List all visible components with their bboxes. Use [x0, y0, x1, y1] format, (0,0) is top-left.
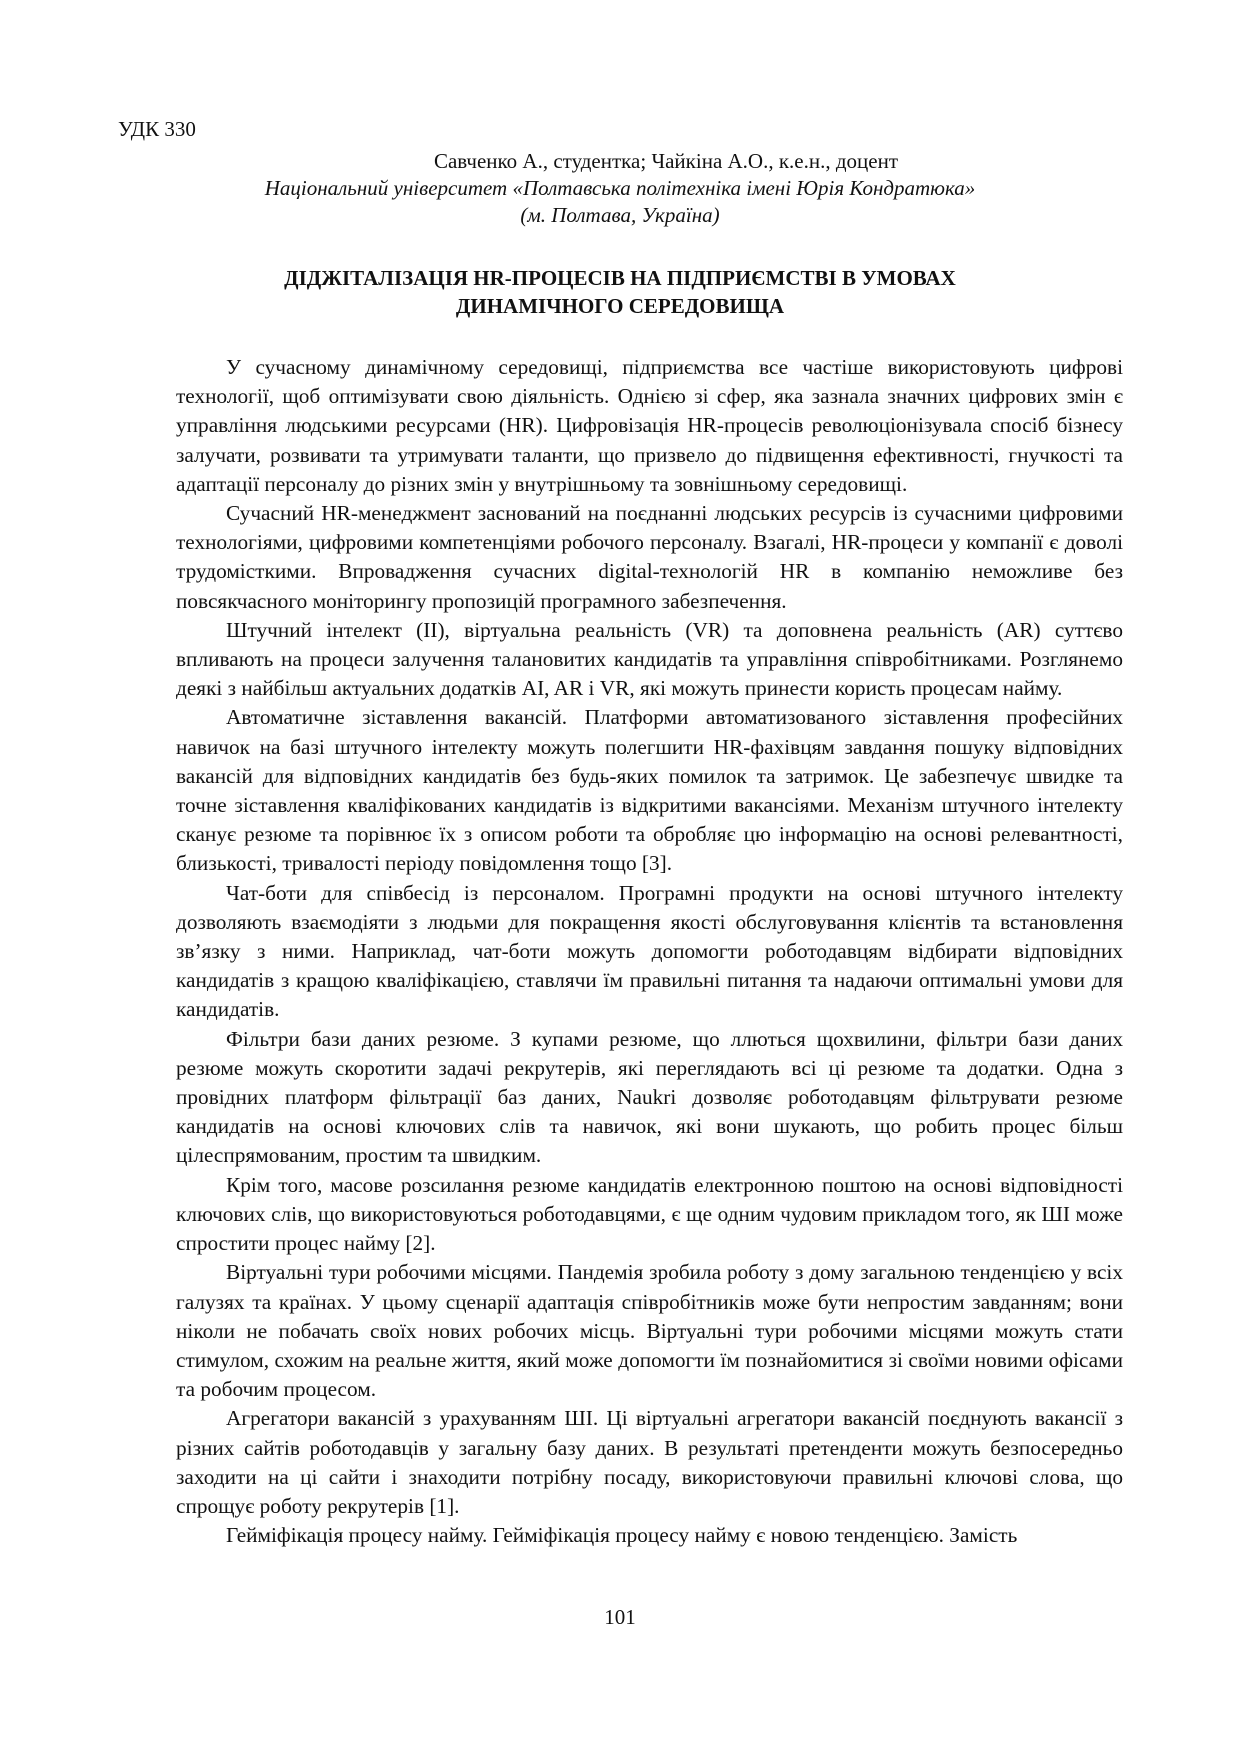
- title-line-1: ДІДЖІТАЛІЗАЦІЯ HR-ПРОЦЕСІВ НА ПІДПРИЄМСТВІ В УМОВАХ: [284, 266, 956, 290]
- paragraph: Фільтри бази даних резюме. З купами резюме, що ллються щохвилини, фільтри бази даних резюме можуть скоротити задачі рекрутерів, які переглядають всі ці резюме та додатки. Одна з провідних платформ фільтрації баз даних, Naukri дозволяє роботодавцям фільтрувати резюме кандидатів на основі ключових слів та навичок, які вони шукають, що робить процес більш цілеспрямованим, простим та швидким.: [176, 1026, 1123, 1168]
- affiliation-line: Національний університет «Полтавська політехніка імені Юрія Кондратюка»: [264, 176, 976, 200]
- paragraph: У сучасному динамічному середовищі, підприємства все частіше використовують цифрові технології, щоб оптимізувати свою діяльність. Однією зі сфер, яка зазнала значних цифрових змін є управління людськими ресурсами (HR). Цифровізація HR-процесів революціонізувала спосіб бізнесу залучати, розвивати та утримувати таланти, що призвело до підвищення ефективності, гнучкості та адаптації персоналу до різних змін у внутрішньому та зовнішньому середовищі.: [176, 355, 1123, 496]
- authors-line: Савченко А., студентка; Чайкіна А.О., к.е.н., доцент: [433, 149, 899, 173]
- paragraph: Гейміфікація процесу найму. Гейміфікація процесу найму є новою тенденцією. Замість: [226, 1523, 1018, 1548]
- paragraph: Чат-боти для співбесід із персоналом. Програмні продукти на основі штучного інтелекту дозволяють взаємодіяти з людьми для покращення якості обслуговування клієнтів та встановлення зв’язку з ними. Наприклад, чат-боти можуть допомогти роботодавцям відбирати відповідних кандидатів з кращою кваліфікацією, ставлячи їм правильні питання та надаючи оптимальні умови для кандидатів.: [176, 880, 1123, 1022]
- paragraph: Віртуальні тури робочими місцями. Пандемія зробила роботу з дому загальною тенденцією у всіх галузях та країнах. У цьому сценарії адаптація співробітників може бути непростим завданням; вони ніколи не побачать своїх нових робочих місць. Віртуальні тури робочими місцями можуть стати стимулом, схожим на реальне життя, який може допомогти їм познайомитися зі своїми новими офісами та робочим процесом.: [176, 1260, 1123, 1402]
- paragraph: Штучний інтелект (ІІ), віртуальна реальність (VR) та доповнена реальність (AR) суттєво впливають на процеси залучення талановитих кандидатів та управління співробітниками. Розглянемо деякі з найбільш актуальних додатків AI, AR і VR, які можуть принести користь процесам найму.: [176, 617, 1123, 701]
- paragraph: Агрегатори вакансій з урахуванням ШІ. Ці віртуальні агрегатори вакансій поєднують вакансії з різних сайтів роботодавців у загальну базу даних. В результаті претенденти можуть безпосередньо заходити на ці сайти і знаходити потрібну посаду, використовуючи правильні ключові слова, що спрощує роботу рекрутерів [1].: [176, 1406, 1123, 1518]
- title-line-2: ДИНАМІЧНОГО СЕРЕДОВИЩА: [455, 294, 785, 318]
- page-number: 101: [604, 1605, 636, 1629]
- paragraph: Автоматичне зіставлення вакансій. Платформи автоматизованого зіставлення професійних навичок на базі штучного інтелекту можуть полегшити HR-фахівцям завдання пошуку відповідних вакансій для відповідних кандидатів без будь-яких помилок та затримок. Це забезпечує швидке та точне зіставлення кваліфікованих кандидатів із відкритими вакансіями. Механізм штучного інтелекту сканує резюме та порівнює їх з описом роботи та обробляє цю інформацію на основі релевантності, близькості, тривалості періоду повідомлення тощо [3].: [176, 705, 1123, 876]
- location-line: (м. Полтава, Україна): [520, 203, 720, 227]
- author-block: [0, 148, 1240, 229]
- udk-code: УДК 330: [118, 117, 196, 141]
- paper-title: [0, 264, 1240, 320]
- paragraph: Крім того, масове розсилання резюме кандидатів електронною поштою на основі відповідності ключових слів, що використовуються роботодавцями, є ще одним чудовим прикладом того, як ШІ може спростити процес найму [2].: [176, 1172, 1123, 1256]
- article-body: [176, 353, 1123, 1550]
- paragraph: Сучасний HR-менеджмент заснований на поєднанні людських ресурсів із сучасними цифровими технологіями, цифровими компетенціями робочого персоналу. Взагалі, HR-процеси у компанії є доволі трудомісткими. Впровадження сучасних digital-технологій HR в компанію неможливе без повсякчасного моніторингу пропозицій програмного забезпечення.: [176, 501, 1123, 613]
